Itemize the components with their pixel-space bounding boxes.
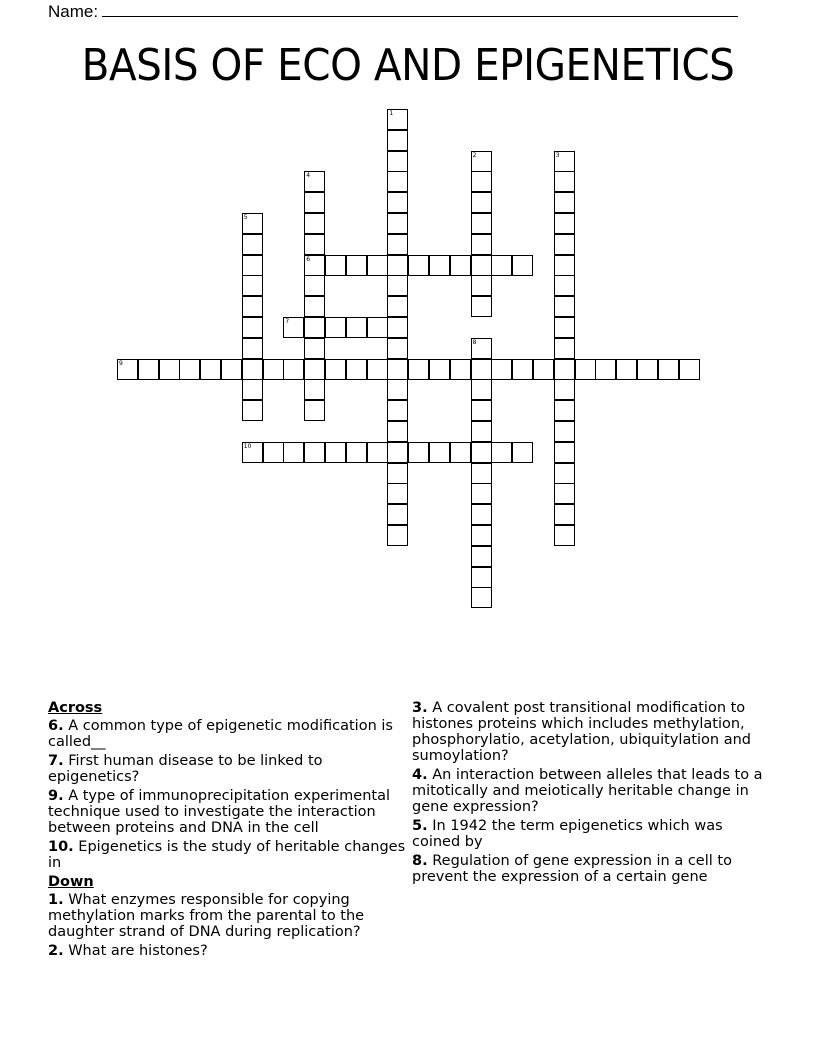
grid-cell[interactable] [242, 317, 263, 338]
grid-cell[interactable] [346, 317, 367, 338]
grid-cell[interactable] [242, 275, 263, 296]
clue-text: In 1942 the term epigenetics which was coined by [412, 818, 723, 850]
clue-number: 10 [243, 442, 252, 450]
clue-item [48, 892, 408, 940]
clue-text: A common type of epigenetic modification is called__ [48, 718, 393, 750]
across-heading: Across [48, 700, 103, 716]
grid-cell[interactable] [554, 463, 575, 484]
grid-cell[interactable] [554, 151, 575, 172]
grid-cell[interactable] [471, 442, 492, 463]
clue-item [48, 718, 408, 750]
grid-cell[interactable] [242, 338, 263, 359]
grid-cell[interactable] [387, 379, 408, 400]
grid-cell[interactable] [304, 255, 325, 276]
clue-number-label: 4. [412, 767, 428, 783]
grid-cell[interactable] [450, 255, 471, 276]
grid-cell[interactable] [367, 317, 388, 338]
grid-cell[interactable] [554, 171, 575, 192]
grid-cell[interactable] [575, 359, 596, 380]
grid-cell[interactable] [242, 234, 263, 255]
grid-cell[interactable] [471, 525, 492, 546]
grid-cell[interactable] [637, 359, 658, 380]
grid-cell[interactable] [616, 359, 637, 380]
grid-cell[interactable] [387, 359, 408, 380]
grid-cell[interactable] [554, 359, 575, 380]
grid-cell[interactable] [471, 546, 492, 567]
grid-cell[interactable] [471, 587, 492, 608]
clue-number: 4 [306, 172, 311, 180]
clue-number-label: 1. [48, 892, 64, 908]
clue-number-label: 2. [48, 943, 64, 959]
grid-cell[interactable] [387, 338, 408, 359]
grid-cell[interactable] [429, 442, 450, 463]
clue-number-label: 5. [412, 818, 428, 834]
grid-cell[interactable] [595, 359, 616, 380]
grid-cell[interactable] [554, 400, 575, 421]
grid-cell[interactable] [179, 359, 200, 380]
grid-cell[interactable] [533, 359, 554, 380]
grid-cell[interactable] [471, 483, 492, 504]
grid-cell[interactable] [471, 296, 492, 317]
clue-number-label: 9. [48, 788, 64, 804]
grid-cell[interactable] [263, 442, 284, 463]
grid-cell[interactable] [367, 255, 388, 276]
grid-cell[interactable] [304, 442, 325, 463]
grid-cell[interactable] [471, 504, 492, 525]
clue-number-label: 3. [412, 700, 428, 716]
grid-cell[interactable] [471, 400, 492, 421]
grid-cell[interactable] [387, 130, 408, 151]
grid-cell[interactable] [450, 442, 471, 463]
across-clues [48, 718, 408, 871]
grid-cell[interactable] [387, 525, 408, 546]
grid-cell[interactable] [138, 359, 159, 380]
grid-cell[interactable] [554, 379, 575, 400]
grid-cell[interactable] [491, 359, 512, 380]
grid-cell[interactable] [554, 421, 575, 442]
down-heading: Down [48, 874, 94, 890]
grid-cell[interactable] [304, 275, 325, 296]
grid-cell[interactable] [554, 192, 575, 213]
grid-cell[interactable] [346, 255, 367, 276]
grid-cell[interactable] [471, 421, 492, 442]
grid-cell[interactable] [387, 463, 408, 484]
clue-number: 9 [119, 359, 123, 367]
grid-cell[interactable] [304, 338, 325, 359]
clue-item [412, 767, 772, 815]
grid-cell[interactable] [471, 151, 492, 172]
grid-cell[interactable] [554, 483, 575, 504]
grid-cell[interactable] [387, 275, 408, 296]
grid-cell[interactable] [471, 171, 492, 192]
grid-cell[interactable] [242, 400, 263, 421]
grid-cell[interactable] [554, 504, 575, 525]
grid-cell[interactable] [471, 359, 492, 380]
grid-cell[interactable] [304, 192, 325, 213]
grid-cell[interactable] [471, 255, 492, 276]
clue-number: 8 [472, 338, 477, 346]
grid-cell[interactable] [387, 504, 408, 525]
grid-cell[interactable] [387, 296, 408, 317]
down-clues-right [412, 700, 772, 885]
clue-number: 6 [306, 255, 311, 263]
clues-left-column [48, 700, 408, 962]
grid-cell[interactable] [658, 359, 679, 380]
grid-cell[interactable] [408, 442, 429, 463]
name-label: Name: [48, 2, 99, 21]
clue-number: 3 [555, 151, 560, 159]
grid-cell[interactable] [387, 421, 408, 442]
grid-cell[interactable] [512, 359, 533, 380]
clue-text: Regulation of gene expression in a cell to prevent the expression of a certain gene [412, 853, 732, 885]
grid-cell[interactable] [159, 359, 180, 380]
page-title: BASIS OF ECO AND EPIGENETICS [81, 40, 735, 91]
clue-text: First human disease to be linked to epigenetics? [48, 753, 323, 785]
grid-cell[interactable] [450, 359, 471, 380]
clue-item [48, 943, 408, 959]
grid-cell[interactable] [304, 213, 325, 234]
grid-cell[interactable] [471, 234, 492, 255]
clues-right-column [412, 700, 772, 888]
clue-text: Epigenetics is the study of heritable changes in [48, 839, 406, 871]
grid-cell[interactable] [304, 359, 325, 380]
clue-text: A type of immunoprecipitation experimental technique used to investigate the interaction between proteins and DNA in the cell [48, 788, 391, 836]
grid-cell[interactable] [387, 400, 408, 421]
grid-cell[interactable] [283, 317, 304, 338]
grid-cell[interactable] [408, 359, 429, 380]
grid-cell[interactable] [242, 255, 263, 276]
grid-cell[interactable] [387, 317, 408, 338]
clue-item [412, 700, 772, 764]
grid-cell[interactable] [283, 442, 304, 463]
grid-cell[interactable] [304, 296, 325, 317]
grid-cell[interactable] [554, 317, 575, 338]
grid-cell[interactable] [429, 359, 450, 380]
grid-cell[interactable] [387, 213, 408, 234]
grid-cell[interactable] [325, 317, 346, 338]
clue-text: What are histones? [63, 943, 208, 959]
grid-cell[interactable] [387, 234, 408, 255]
grid-cell[interactable] [554, 255, 575, 276]
grid-cell[interactable] [304, 234, 325, 255]
clue-number-label: 8. [412, 853, 428, 869]
clue-number: 1 [389, 110, 394, 117]
grid-cell[interactable] [346, 442, 367, 463]
grid-cell[interactable] [325, 255, 346, 276]
grid-cell[interactable] [471, 192, 492, 213]
grid-cell[interactable] [491, 442, 512, 463]
grid-cell[interactable] [283, 359, 304, 380]
grid-cell[interactable] [242, 442, 263, 463]
clue-text: A covalent post transitional modification to histones proteins which includes methylation, phosphorylatio, acetylation, ubiquitylation and sumoylation? [412, 700, 751, 764]
grid-cell[interactable] [367, 359, 388, 380]
grid-cell[interactable] [304, 379, 325, 400]
grid-cell[interactable] [387, 442, 408, 463]
clue-number: 2 [472, 151, 477, 159]
grid-cell[interactable] [387, 151, 408, 172]
grid-cell[interactable] [554, 234, 575, 255]
grid-cell[interactable] [325, 442, 346, 463]
grid-cell[interactable] [221, 359, 242, 380]
grid-cell[interactable] [491, 255, 512, 276]
down-clues-left [48, 892, 408, 959]
grid-cell[interactable] [554, 525, 575, 546]
grid-cell[interactable] [512, 442, 533, 463]
grid-cell[interactable] [325, 359, 346, 380]
grid-cell[interactable] [304, 317, 325, 338]
clue-number-label: 7. [48, 753, 64, 769]
grid-cell[interactable] [554, 442, 575, 463]
grid-cell[interactable] [554, 296, 575, 317]
grid-cell[interactable] [387, 255, 408, 276]
grid-cell[interactable] [242, 359, 263, 380]
grid-cell[interactable] [304, 400, 325, 421]
grid-cell[interactable] [263, 359, 284, 380]
grid-cell[interactable] [367, 442, 388, 463]
grid-cell[interactable] [471, 275, 492, 296]
grid-cell[interactable] [387, 171, 408, 192]
grid-cell[interactable] [554, 213, 575, 234]
grid-cell[interactable] [471, 567, 492, 588]
clue-item [48, 788, 408, 836]
grid-cell[interactable] [242, 379, 263, 400]
clue-number: 5 [243, 214, 248, 221]
grid-cell[interactable] [304, 171, 325, 192]
clue-text: What enzymes responsible for copying methylation marks from the parental to the daughter strand of DNA during replication? [48, 892, 365, 940]
clue-item [48, 753, 408, 785]
clue-item [412, 853, 772, 885]
grid-cell[interactable] [679, 359, 700, 380]
clue-number-label: 10. [48, 839, 74, 855]
grid-cell[interactable] [200, 359, 221, 380]
grid-cell[interactable] [471, 463, 492, 484]
clue-text: An interaction between alleles that leads to a mitotically and meiotically heritable change in gene expression? [412, 767, 763, 815]
grid-cell[interactable] [387, 192, 408, 213]
grid-cell[interactable] [471, 379, 492, 400]
grid-cell[interactable] [408, 255, 429, 276]
grid-cell[interactable] [117, 359, 138, 380]
grid-cell[interactable] [346, 359, 367, 380]
grid-cell[interactable] [471, 338, 492, 359]
clue-item [48, 839, 408, 871]
grid-cell[interactable] [471, 213, 492, 234]
clue-item [412, 818, 772, 850]
grid-cell[interactable] [554, 338, 575, 359]
clue-number-label: 6. [48, 718, 64, 734]
grid-cell[interactable] [387, 109, 408, 130]
grid-cell[interactable] [242, 296, 263, 317]
grid-cell[interactable] [387, 483, 408, 504]
grid-cell[interactable] [242, 213, 263, 234]
grid-cell[interactable] [512, 255, 533, 276]
grid-cell[interactable] [429, 255, 450, 276]
grid-cell[interactable] [554, 275, 575, 296]
clue-number: 7 [285, 318, 290, 325]
